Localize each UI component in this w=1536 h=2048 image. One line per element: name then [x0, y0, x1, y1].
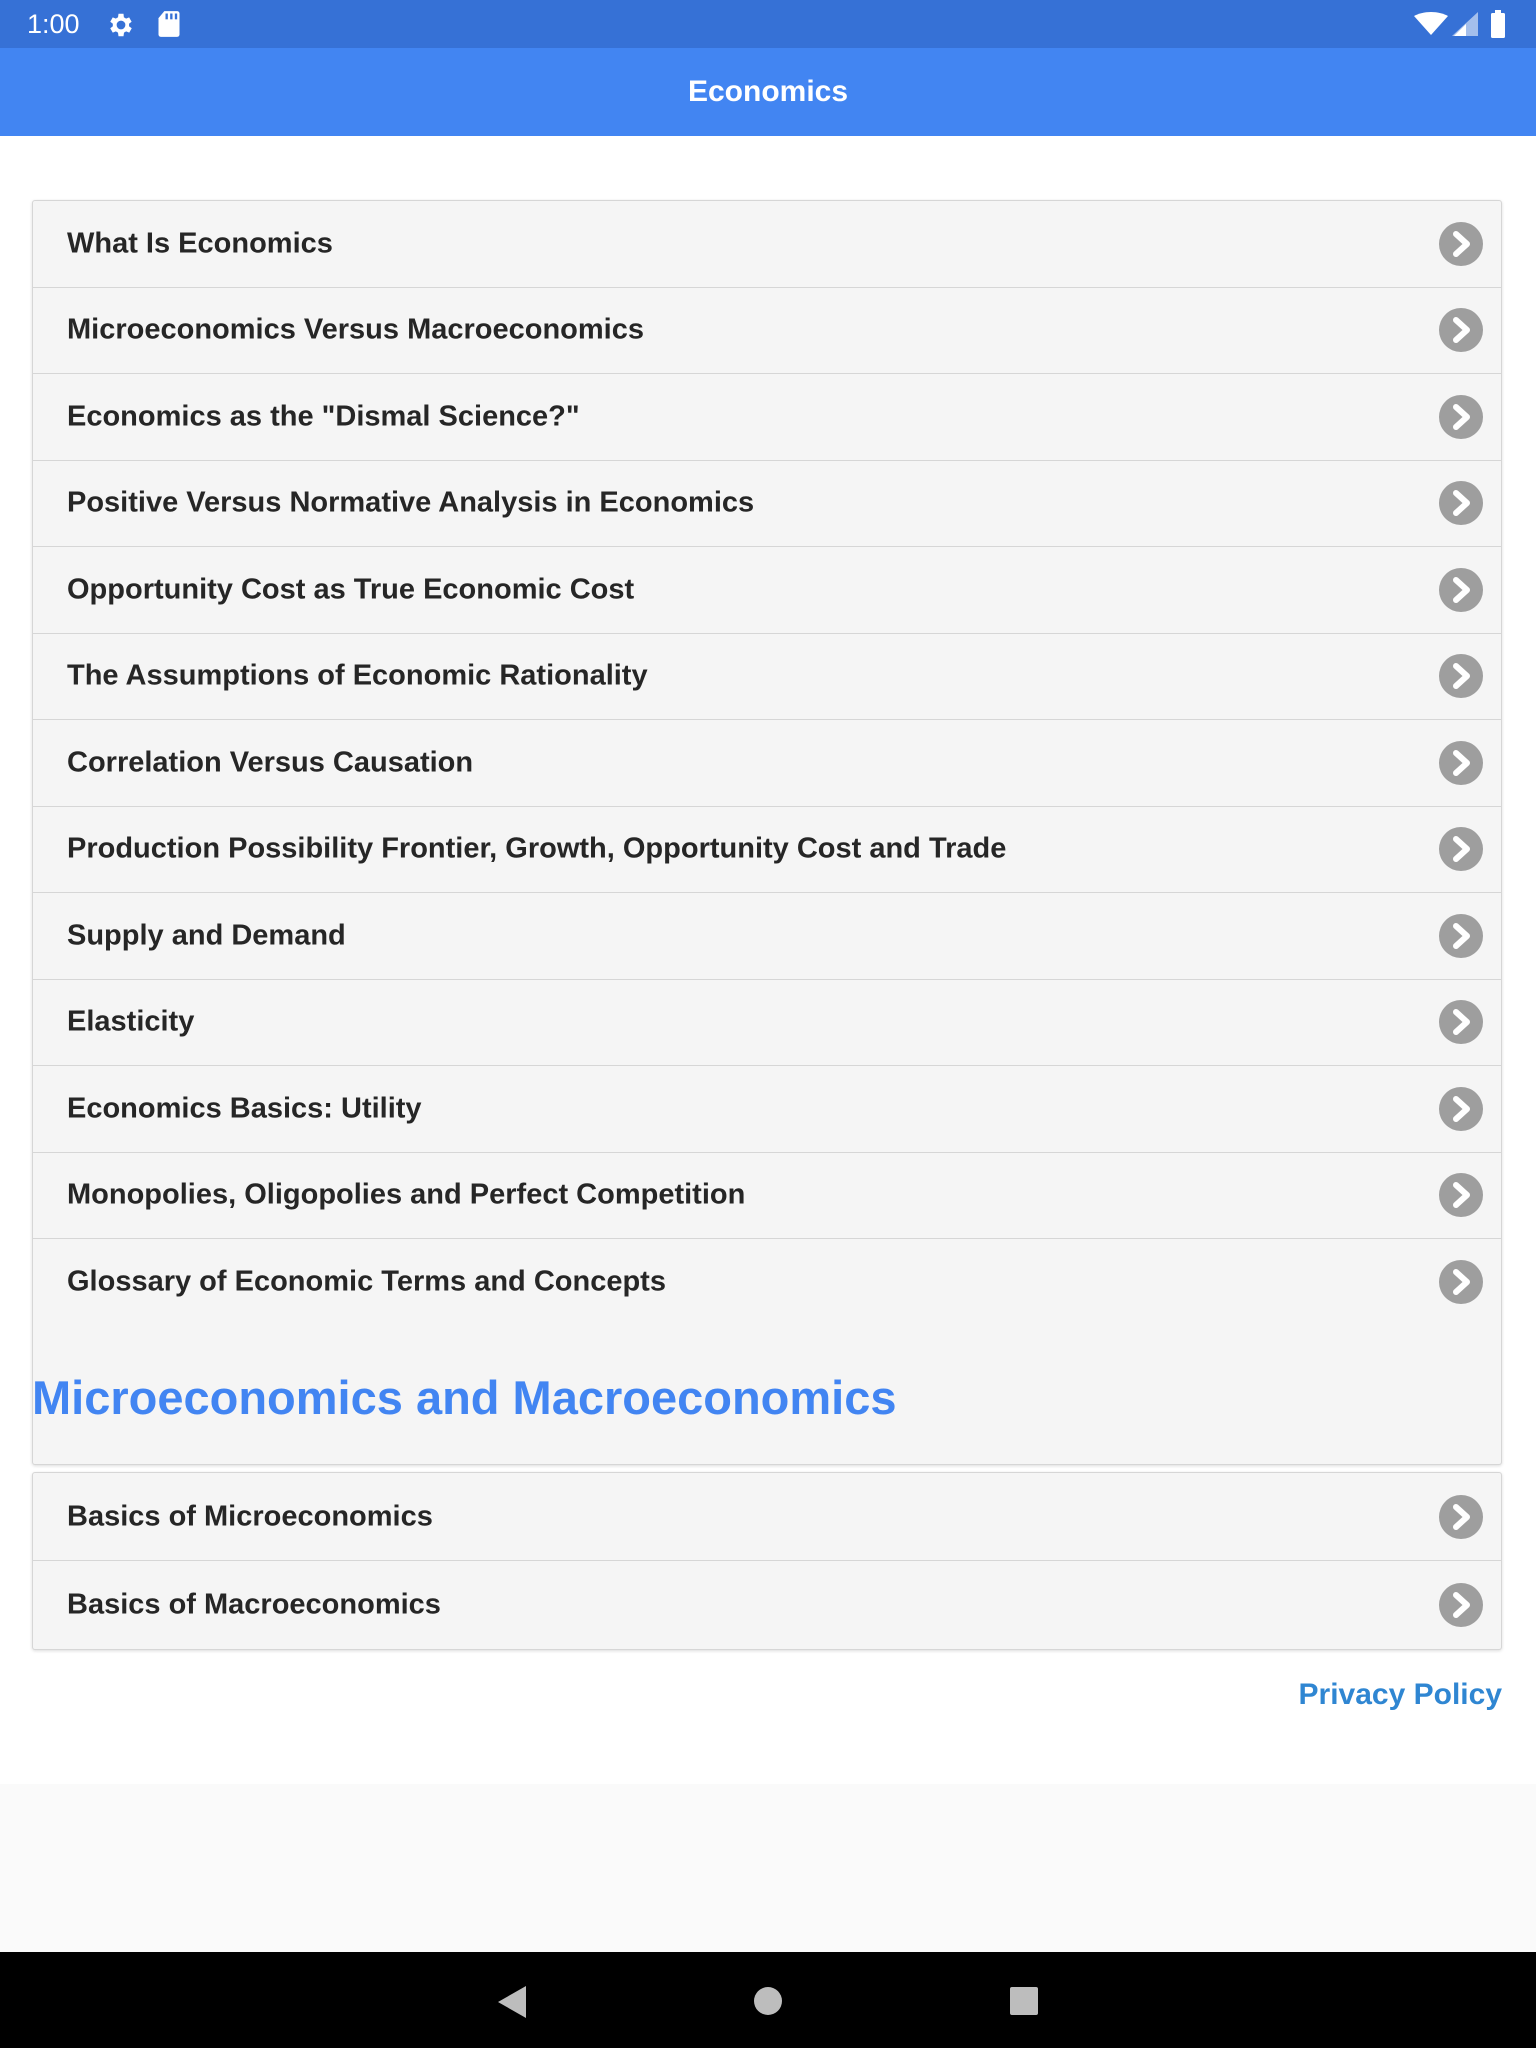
blank-area	[0, 1784, 1536, 1952]
chevron-right-icon	[1439, 741, 1483, 785]
list-item[interactable]	[33, 547, 1501, 634]
list-item-label: Supply and Demand	[67, 919, 346, 952]
list-item[interactable]	[33, 1561, 1501, 1649]
list-item[interactable]	[33, 288, 1501, 375]
chevron-right-icon	[1439, 1495, 1483, 1539]
signal-icon	[1452, 12, 1478, 36]
chevron-right-icon	[1439, 568, 1483, 612]
list-item[interactable]	[33, 807, 1501, 894]
back-icon[interactable]	[494, 1984, 528, 2020]
list-item-label: Elasticity	[67, 1005, 195, 1038]
list-item[interactable]	[33, 461, 1501, 548]
list-item[interactable]	[33, 634, 1501, 721]
chevron-right-icon	[1439, 1583, 1483, 1627]
list-item-label: Economics as the "Dismal Science?"	[67, 400, 580, 433]
list-item-label: Glossary of Economic Terms and Concepts	[67, 1265, 666, 1298]
sd-card-icon	[156, 10, 182, 38]
list-item-label: Production Possibility Frontier, Growth, Opportunity Cost and Trade	[67, 832, 1007, 865]
content-area	[0, 136, 1536, 1784]
app-bar	[0, 48, 1536, 136]
list-item-label: The Assumptions of Economic Rationality	[67, 659, 648, 692]
chevron-right-icon	[1439, 1000, 1483, 1044]
list-item-label: Positive Versus Normative Analysis in Economics	[67, 486, 755, 519]
list-item-label: Monopolies, Oligopolies and Perfect Competition	[67, 1178, 746, 1211]
chevron-right-icon	[1439, 1173, 1483, 1217]
list-item-label: Basics of Macroeconomics	[67, 1588, 441, 1621]
gear-icon	[106, 10, 136, 40]
list-item[interactable]	[33, 1239, 1501, 1326]
battery-icon	[1490, 10, 1506, 38]
list-item-label: What Is Economics	[67, 227, 333, 260]
list-item[interactable]	[33, 374, 1501, 461]
micro-macro-list	[32, 1472, 1502, 1650]
list-item[interactable]	[33, 980, 1501, 1067]
navigation-bar	[0, 1952, 1536, 2048]
chevron-right-icon	[1439, 222, 1483, 266]
list-item-label: Microeconomics Versus Macroeconomics	[67, 313, 644, 346]
chevron-right-icon	[1439, 654, 1483, 698]
topics-list	[32, 200, 1502, 1465]
chevron-right-icon	[1439, 395, 1483, 439]
list-item[interactable]	[33, 893, 1501, 980]
app-title: Economics	[687, 75, 849, 108]
chevron-right-icon	[1439, 1260, 1483, 1304]
wifi-icon	[1414, 12, 1448, 36]
list-item[interactable]	[33, 720, 1501, 807]
section-heading: Microeconomics and Macroeconomics	[32, 1371, 897, 1424]
list-item[interactable]	[33, 1153, 1501, 1240]
home-icon[interactable]	[753, 1986, 783, 2016]
chevron-right-icon	[1439, 308, 1483, 352]
list-item[interactable]	[33, 201, 1501, 288]
chevron-right-icon	[1439, 481, 1483, 525]
status-time: 1:00	[27, 9, 80, 39]
status-bar	[0, 0, 1536, 48]
list-item-label: Basics of Microeconomics	[67, 1500, 433, 1532]
chevron-right-icon	[1439, 827, 1483, 871]
chevron-right-icon	[1439, 914, 1483, 958]
list-item-label: Opportunity Cost as True Economic Cost	[67, 573, 635, 606]
list-item[interactable]	[33, 1066, 1501, 1153]
list-item[interactable]	[33, 1473, 1501, 1561]
chevron-right-icon	[1439, 1087, 1483, 1131]
privacy-policy-link[interactable]: Privacy Policy	[1298, 1678, 1502, 1711]
list-item-label: Correlation Versus Causation	[67, 746, 474, 779]
list-item-label: Economics Basics: Utility	[67, 1092, 422, 1125]
recents-icon[interactable]	[1009, 1986, 1039, 2016]
